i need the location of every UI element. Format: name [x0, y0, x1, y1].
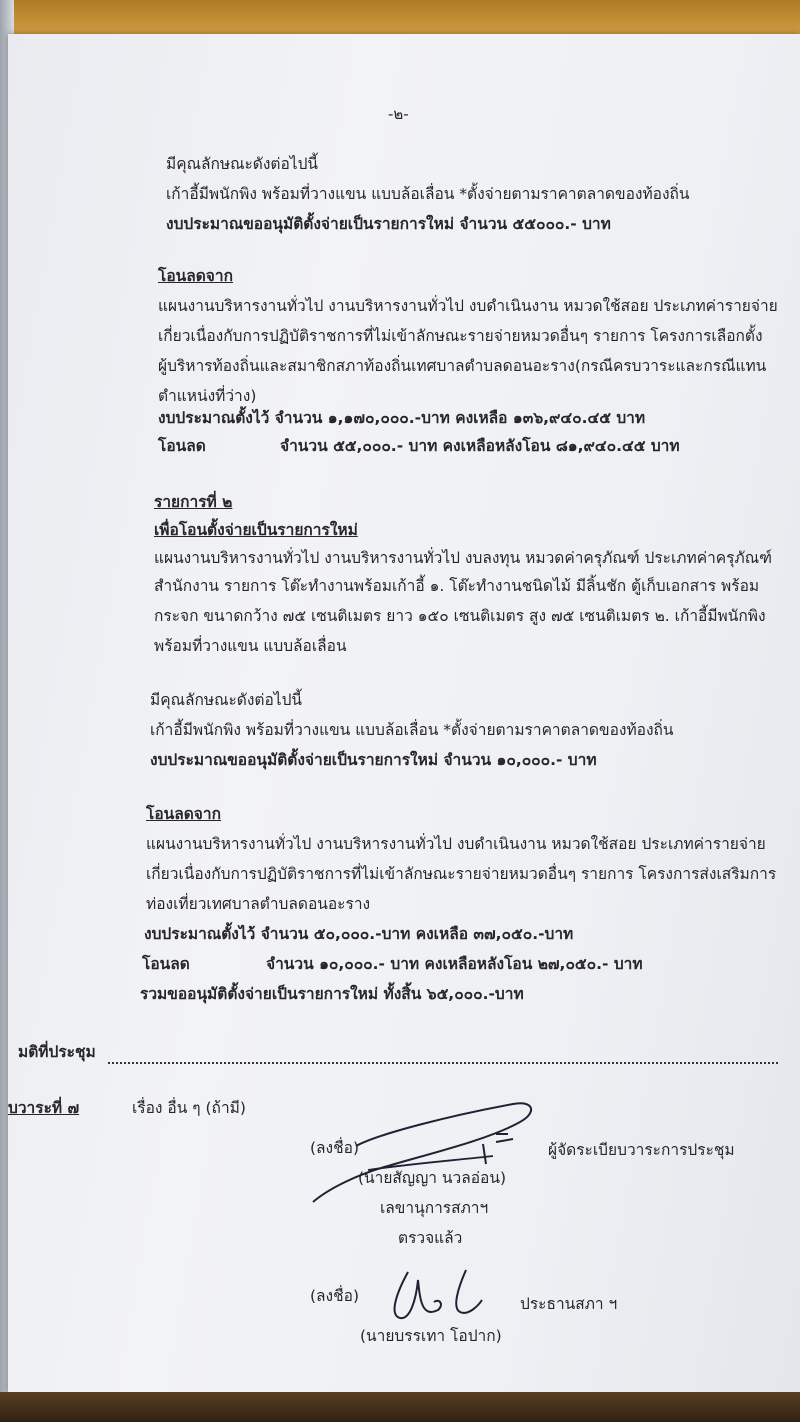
s2-desc-line: กระจก ขนาดกว้าง ๗๕ เซนติเมตร ยาว ๑๕๐ เซนติเมตร สูง ๗๕ เซนติเมตร ๒. เก้าอี้มีพนักพิง [154, 607, 766, 625]
s1-transfer-line: ตำแหน่งที่ว่าง) [158, 387, 257, 405]
desk-background-bottom [0, 1392, 800, 1422]
s1-transfer-heading: โอนลดจาก [158, 267, 233, 285]
signature-mark-2 [378, 1260, 518, 1330]
s1-budget-set: งบประมาณตั้งไว้ จำนวน ๑,๑๗๐,๐๐๐.-บาท คงเหลือ ๑๓๖,๙๔๐.๔๕ บาท [158, 409, 646, 427]
s1-transfer-amount-label: โอนลด [158, 437, 206, 455]
s2-transfer-line: ท่องเที่ยวเทศบาลตำบลดอนอะราง [146, 895, 371, 913]
sig1-sign-label: (ลงชื่อ) [310, 1139, 359, 1157]
agenda-title: เรื่อง อื่น ๆ (ถ้ามี) [132, 1099, 246, 1117]
s2-purpose-heading: เพื่อโอนตั้งจ่ายเป็นรายการใหม่ [154, 521, 358, 539]
s2-transfer-amount-label: โอนลด [142, 955, 190, 973]
s2-props-line: เก้าอี้มีพนักพิง พร้อมที่วางแขน แบบล้อเลื่อน *ตั้งจ่ายตามราคาตลาดของท้องถิ่น [150, 721, 674, 739]
s2-transfer-heading: โอนลดจาก [146, 805, 221, 823]
s1-transfer-line: ผู้บริหารท้องถิ่นและสมาชิกสภาท้องถิ่นเทศบาลตำบลดอนอะราง(กรณีครบวาระและกรณีแทน [158, 357, 767, 375]
s1-props-line: เก้าอี้มีพนักพิง พร้อมที่วางแขน แบบล้อเลื่อน *ตั้งจ่ายตามราคาตลาดของท้องถิ่น [166, 185, 690, 203]
page-number: -๒- [388, 105, 409, 123]
s2-budget-request: งบประมาณขออนุมัติตั้งจ่ายเป็นรายการใหม่ จำนวน ๑๐,๐๐๐.- บาท [150, 751, 597, 769]
s1-transfer-line: เกี่ยวเนื่องกับการปฏิบัติราชการที่ไม่เข้าลักษณะรายจ่ายหมวดอื่นๆ รายการ โครงการเลือกตั้ง [158, 327, 763, 345]
agenda-label: บวาระที่ ๗ [8, 1099, 80, 1117]
sig1-role: ผู้จัดระเบียบวาระการประชุม [548, 1141, 735, 1159]
sig2-name: (นายบรรเทา โอปาก) [360, 1327, 502, 1345]
s2-item-heading: รายการที่ ๒ [154, 493, 233, 511]
s2-props-heading: มีคุณลักษณะดังต่อไปนี้ [150, 691, 303, 709]
sig2-role: ประธานสภา ฯ [520, 1295, 618, 1313]
resolution-label: มติที่ประชุม [18, 1043, 96, 1061]
s1-transfer-line: แผนงานบริหารงานทั่วไป งานบริหารงานทั่วไป งบดำเนินงาน หมวดใช้สอย ประเภทค่ารายจ่าย [158, 297, 778, 315]
s2-total: รวมขออนุมัติตั้งจ่ายเป็นรายการใหม่ ทั้งสิ้น ๖๕,๐๐๐.-บาท [140, 985, 524, 1003]
sig1-name: (นายสัญญา นวลอ่อน) [358, 1169, 506, 1187]
s1-transfer-amount: จำนวน ๕๕,๐๐๐.- บาท คงเหลือหลังโอน ๘๑,๙๔๐.๔๕ บาท [280, 437, 680, 455]
s2-transfer-amount: จำนวน ๑๐,๐๐๐.- บาท คงเหลือหลังโอน ๒๗,๐๕๐.- บาท [266, 955, 643, 973]
sig2-sign-label: (ลงชื่อ) [310, 1287, 359, 1305]
resolution-dotted-line [108, 1052, 778, 1064]
s2-desc-line: แผนงานบริหารงานทั่วไป งานบริหารงานทั่วไป งบลงทุน หมวดค่าครุภัณฑ์ ประเภทค่าครุภัณฑ์ [154, 549, 772, 567]
s2-transfer-line: เกี่ยวเนื่องกับการปฏิบัติราชการที่ไม่เข้าลักษณะรายจ่ายหมวดอื่นๆ รายการ โครงการส่งเสริมการ [146, 865, 777, 883]
sig1-position: เลขานุการสภาฯ [380, 1199, 489, 1217]
s1-props-heading: มีคุณลักษณะดังต่อไปนี้ [166, 155, 319, 173]
s2-budget-set: งบประมาณตั้งไว้ จำนวน ๕๐,๐๐๐.-บาท คงเหลือ ๓๗,๐๕๐.-บาท [144, 925, 574, 943]
s2-desc-line: พร้อมที่วางแขน แบบล้อเลื่อน [154, 637, 347, 655]
s1-budget-request: งบประมาณขออนุมัติตั้งจ่ายเป็นรายการใหม่ จำนวน ๕๕๐๐๐.- บาท [166, 215, 611, 233]
s2-transfer-line: แผนงานบริหารงานทั่วไป งานบริหารงานทั่วไป งบดำเนินงาน หมวดใช้สอย ประเภทค่ารายจ่าย [146, 835, 766, 853]
s2-desc-line: สำนักงาน รายการ โต๊ะทำงานพร้อมเก้าอี้ ๑. โต๊ะทำงานชนิดไม้ มีลิ้นชัก ตู้เก็บเอกสาร พร้อม [154, 577, 760, 595]
sig1-checked: ตรวจแล้ว [398, 1229, 463, 1247]
signature-mark-1 [308, 1094, 548, 1224]
document-page [8, 34, 800, 1394]
